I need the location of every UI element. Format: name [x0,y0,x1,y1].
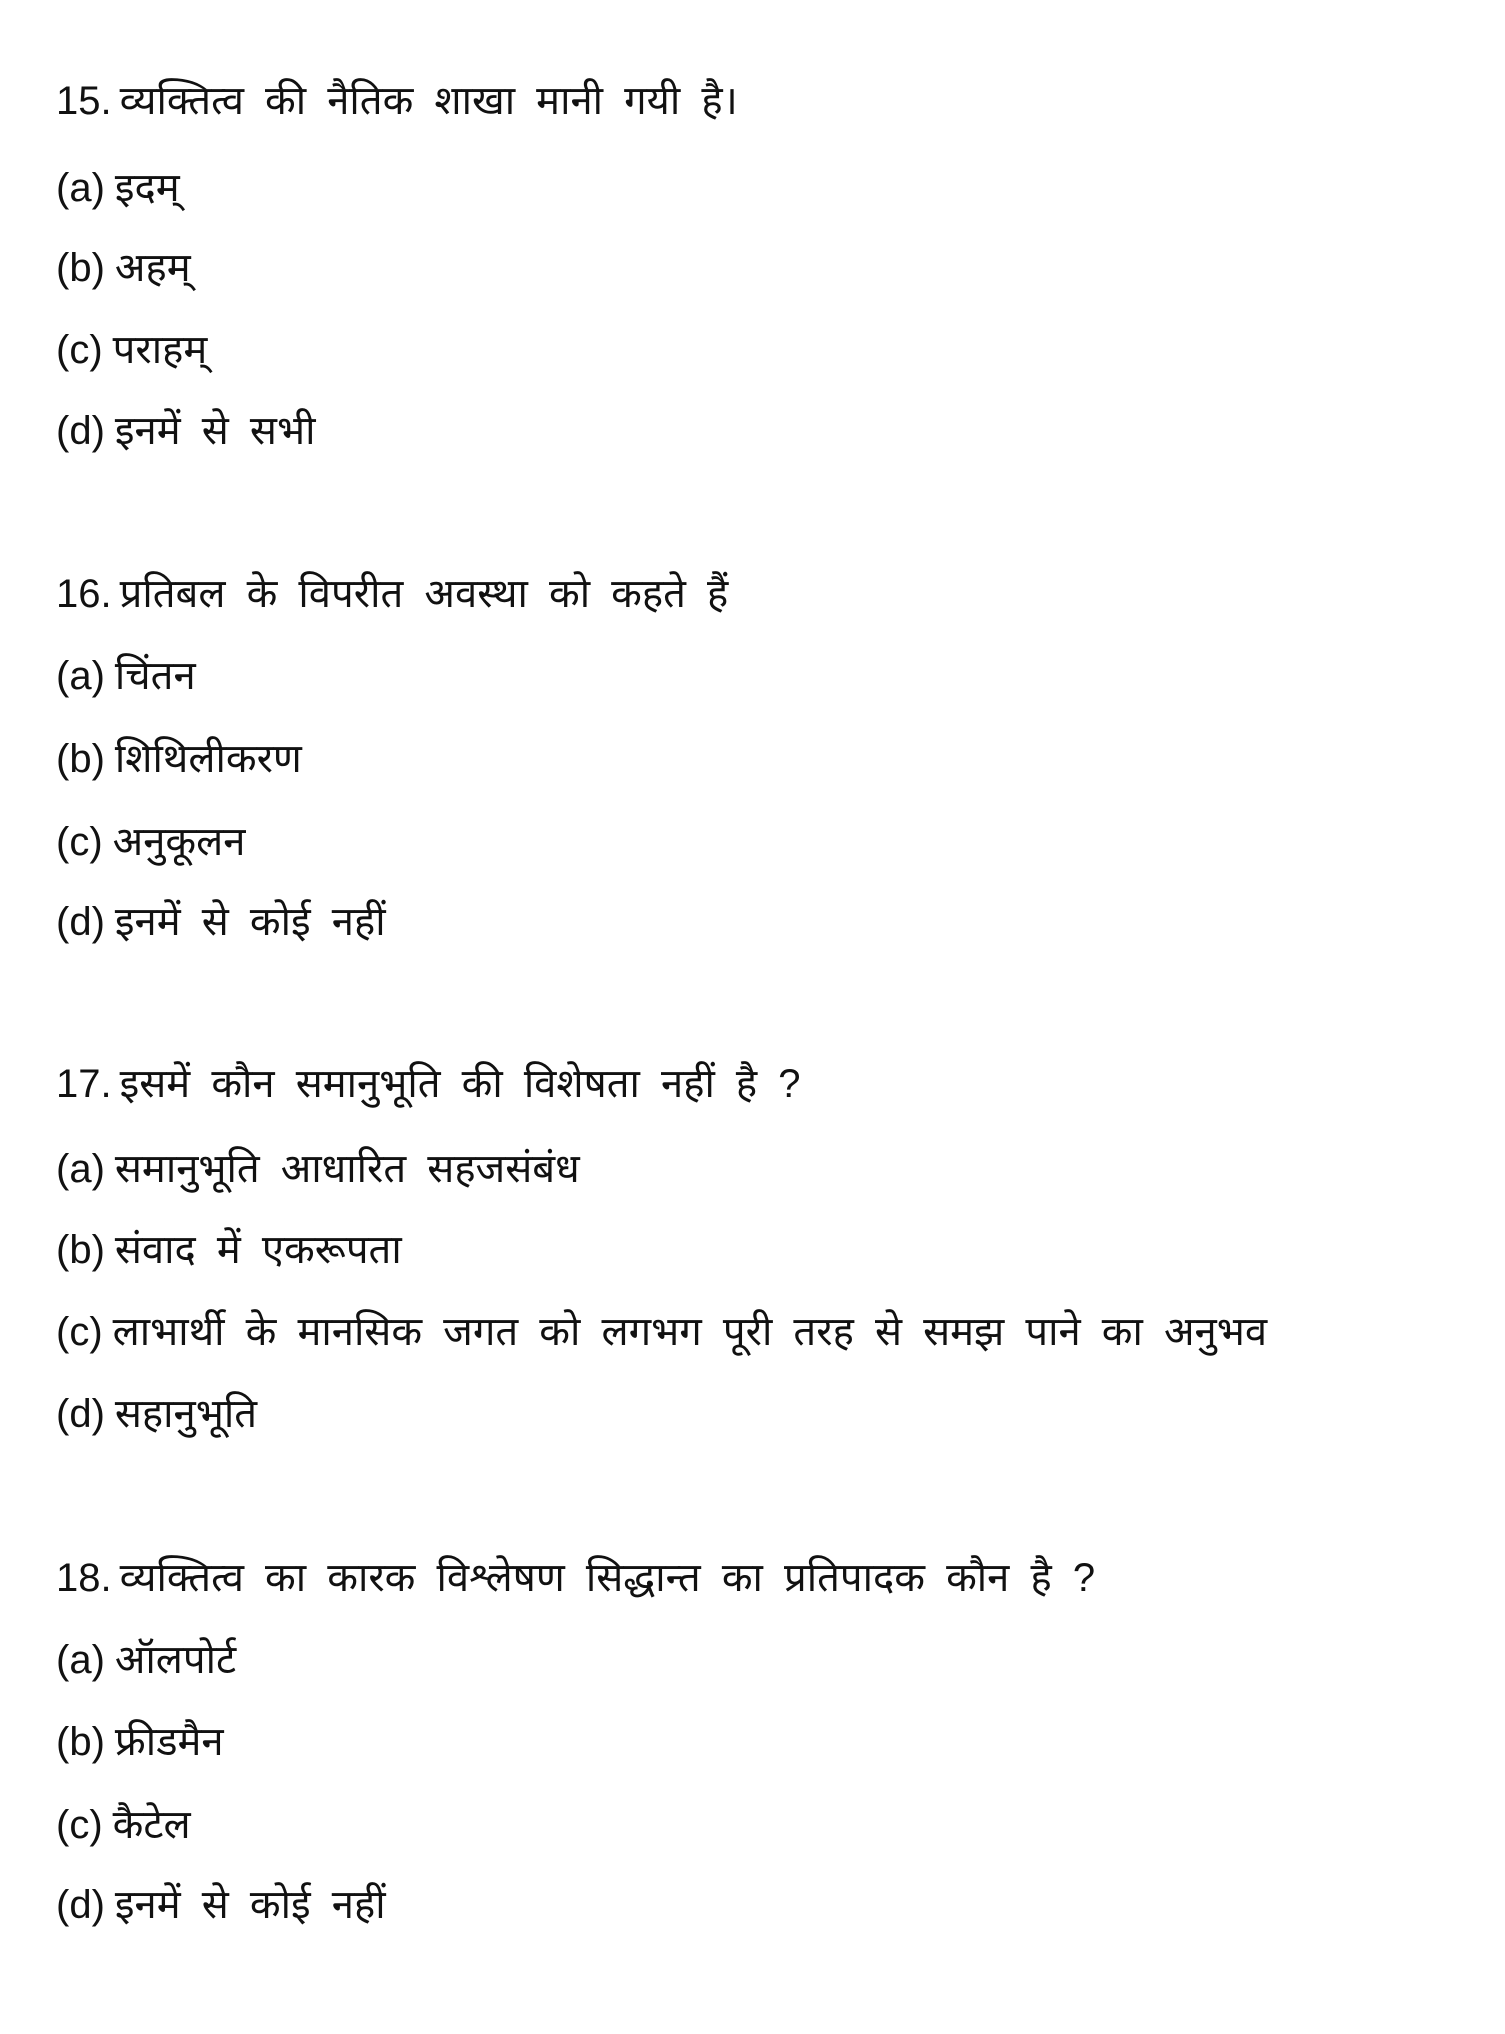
option-b [56,731,302,787]
option-text: लाभार्थी के मानसिक जगत को लगभग पूरी तरह से समझ पाने का अनुभव [112,1310,1268,1354]
option-label: (d) [56,409,105,453]
option-label: (a) [56,654,105,698]
option-d [56,1386,257,1442]
option-text: कैटेल [112,1803,191,1847]
option-label: (d) [56,900,105,944]
option-a [56,160,180,216]
option-label: (c) [56,328,103,372]
option-text: चिंतन [114,654,196,698]
option-text: इनमें से सभी [114,409,316,453]
option-text: सहानुभूति [114,1392,258,1436]
option-label: (a) [56,1638,105,1682]
option-c [56,1304,1267,1360]
option-a [56,1141,580,1197]
option-text: संवाद में एकरूपता [114,1228,402,1272]
option-label: (a) [56,1147,105,1191]
option-text: अहम् [114,246,191,290]
question-stem: इसमें कौन समानुभूति की विशेषता नहीं है ? [119,1062,801,1106]
question-stem: व्यक्तित्व का कारक विश्लेषण सिद्धान्त का प्रतिपादक कौन है ? [119,1556,1096,1600]
option-text: इनमें से कोई नहीं [114,900,386,944]
option-c [56,814,245,870]
option-text: इनमें से कोई नहीं [114,1883,386,1927]
option-text: समानुभूति आधारित सहजसंबंध [114,1147,580,1191]
question-text [56,1056,801,1112]
option-text: शिथिलीकरण [114,737,302,781]
option-text: फ्रीडमैन [114,1720,224,1764]
question-text [56,1550,1095,1606]
question-number: 16. [56,572,112,616]
option-c [56,1797,191,1853]
question-text [56,73,738,129]
option-text: अनुकूलन [112,820,246,864]
option-label: (b) [56,1228,105,1272]
question-number: 18. [56,1556,112,1600]
question-stem: व्यक्तित्व की नैतिक शाखा मानी गयी है। [119,79,738,123]
option-label: (c) [56,820,103,864]
option-text: ऑलपोर्ट [114,1638,237,1682]
option-text: पराहम् [112,328,208,372]
option-d [56,403,315,459]
option-label: (c) [56,1310,103,1354]
option-b [56,240,191,296]
option-label: (d) [56,1392,105,1436]
question-text [56,566,728,622]
option-a [56,1632,236,1688]
option-d [56,1877,386,1933]
option-label: (c) [56,1803,103,1847]
question-number: 15. [56,79,112,123]
option-c [56,322,207,378]
option-d [56,894,386,950]
option-label: (b) [56,737,105,781]
option-label: (b) [56,246,105,290]
option-text: इदम् [114,166,180,210]
option-b [56,1714,224,1770]
question-number: 17. [56,1062,112,1106]
option-label: (b) [56,1720,105,1764]
option-label: (d) [56,1883,105,1927]
option-a [56,648,196,704]
option-b [56,1222,402,1278]
option-label: (a) [56,166,105,210]
question-stem: प्रतिबल के विपरीत अवस्था को कहते हैं [119,572,729,616]
